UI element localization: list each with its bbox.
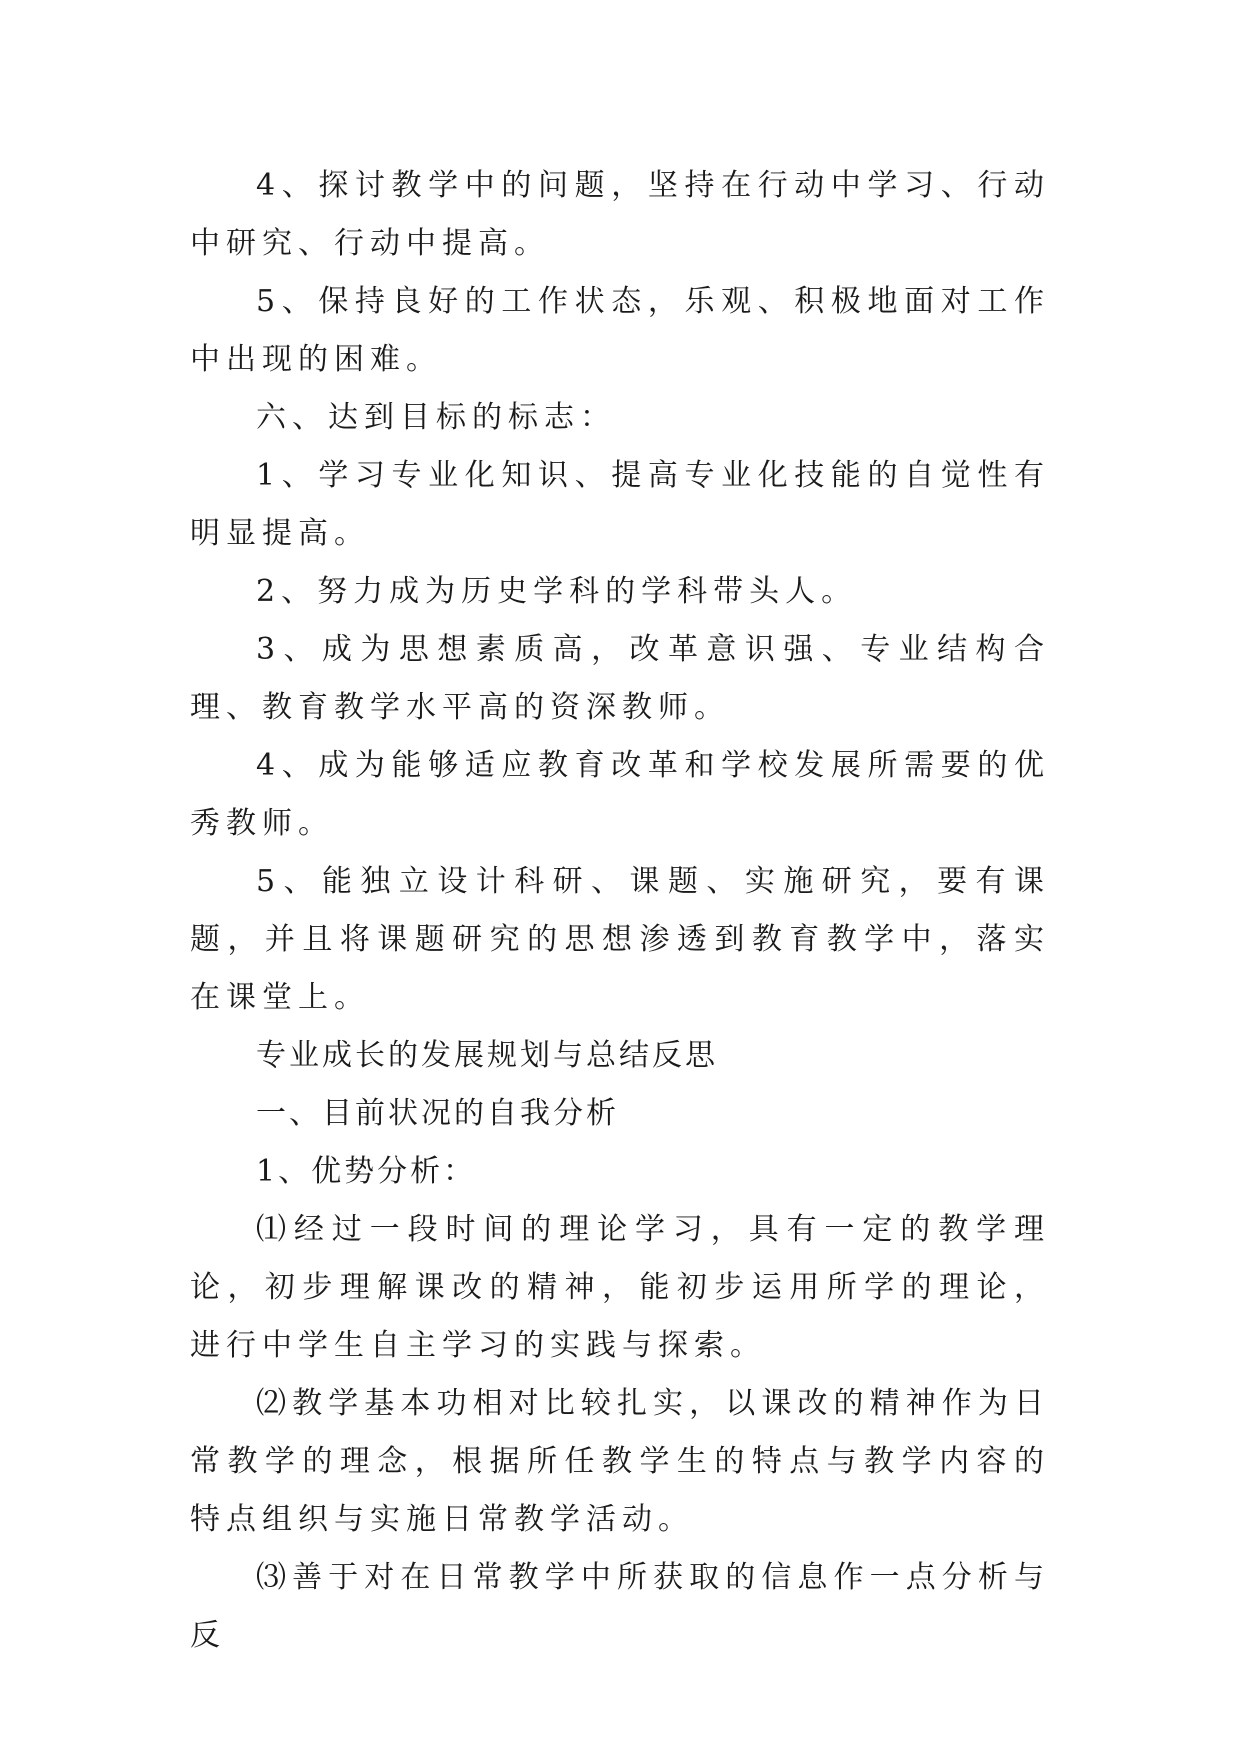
section-heading-self-analysis: 一、目前状况的自我分析	[256, 1096, 619, 1131]
paragraph-item-5-attitude: 5、保持良好的工作状态，乐观、积极地面对工作中出现的困难。	[190, 284, 1050, 377]
paragraph-strength-3: ⑶善于对在日常教学中所获取的信息作一点分析与反	[190, 1560, 1050, 1653]
paragraph-strength-1: ⑴经过一段时间的理论学习，具有一定的教学理论，初步理解课改的精神，能初步运用所学的理论，进行中学生自主学习的实践与探索。	[190, 1212, 1050, 1363]
paragraph-goal-2: 2、努力成为历史学科的学科带头人。	[256, 574, 858, 609]
document-page	[190, 157, 1050, 1665]
subsection-heading-strengths: 1、优势分析：	[256, 1154, 477, 1189]
paragraph-goal-1: 1、学习专业化知识、提高专业化技能的自觉性有明显提高。	[190, 458, 1050, 551]
section-heading-goals: 六、达到目标的标志：	[256, 400, 616, 435]
paragraph-goal-3: 3、成为思想素质高，改革意识强、专业结构合理、教育教学水平高的资深教师。	[190, 632, 1050, 725]
paragraph-goal-5: 5、能独立设计科研、课题、实施研究，要有课题，并且将课题研究的思想渗透到教育教学中，落实在课堂上。	[190, 864, 1050, 1015]
paragraph-item-4-discuss: 4、探讨教学中的问题，坚持在行动中学习、行动中研究、行动中提高。	[190, 168, 1050, 261]
paragraph-goal-4: 4、成为能够适应教育改革和学校发展所需要的优秀教师。	[190, 748, 1050, 841]
document-title: 专业成长的发展规划与总结反思	[256, 1038, 718, 1073]
paragraph-strength-2: ⑵教学基本功相对比较扎实，以课改的精神作为日常教学的理念，根据所任教学生的特点与教学内容的特点组织与实施日常教学活动。	[190, 1386, 1050, 1537]
